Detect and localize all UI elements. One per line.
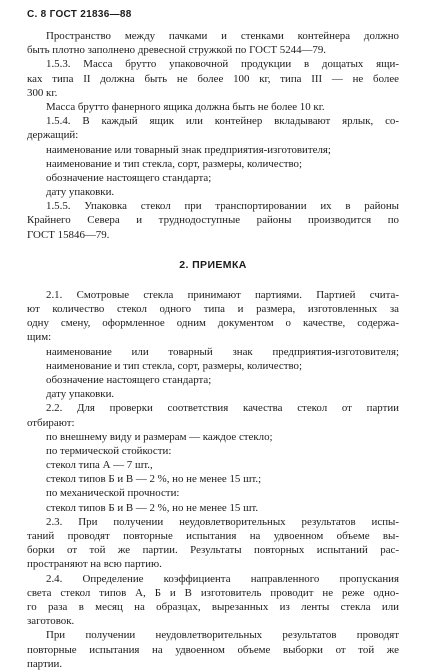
- text-line: света стекол типов А, Б и В изготовитель проводит не реже одно-: [27, 586, 399, 599]
- text-line: стекол типов Б и В — 2 %, но не менее 15 шт.;: [46, 473, 262, 486]
- text-line: 1.5.4. В каждый ящик или контейнер вкладывают ярлык, со-: [46, 115, 399, 128]
- text-line: держащий:: [27, 129, 79, 142]
- text-line: отбирают:: [27, 416, 75, 429]
- text-line: пространяют на всю партию.: [27, 558, 162, 571]
- text-line: обозначение настоящего стандарта;: [46, 373, 212, 386]
- text-line: 1.5.3. Масса брутто упаковочной продукции в дощатых ящи-: [46, 58, 399, 71]
- text-line: 300 кг.: [27, 86, 58, 99]
- text-line: по термической стойкости:: [46, 444, 172, 457]
- page-header: С. 8 ГОСТ 21836—88: [27, 9, 132, 20]
- text-line: обозначение настоящего стандарта;: [46, 171, 212, 184]
- text-line: наименование или товарный знак предприятия-изготовителя;: [46, 143, 331, 156]
- text-line: одну смену, оформленное одним документом о качестве, содержа-: [27, 317, 399, 330]
- text-line: наименование и тип стекла, сорт, размеры, количество;: [46, 157, 302, 170]
- text-line: Пространство между пачками и стенками контейнера должно: [46, 30, 399, 42]
- text-line: партии.: [27, 657, 63, 670]
- text-line: ют количество стекол одного типа и размера, изготовленных за: [27, 303, 399, 315]
- section-title: 2. ПРИЕМКА: [179, 258, 247, 271]
- text-line: повторные испытания на удвоенном объеме выборки от той же: [27, 643, 399, 656]
- text-line: наименование или товарный знак предприятия-изготовителя;: [46, 345, 399, 358]
- text-line: быть плотно заполнено древесной стружкой по ГОСТ 5244—79.: [27, 44, 327, 57]
- text-line: щим:: [27, 331, 52, 344]
- text-line: ГОСТ 15846—79.: [27, 228, 110, 241]
- text-line: При получении неудовлетворительных результатов проводят: [46, 629, 399, 642]
- text-line: по механической прочности:: [46, 487, 180, 500]
- text-line: борки от той же партии. Результаты повторных испытаний рас-: [27, 544, 399, 557]
- text-line: наименование и тип стекла, сорт, размеры, количество;: [46, 359, 302, 372]
- text-line: дату упаковки.: [46, 186, 115, 199]
- text-line: стекол типа А — 7 шт.,: [46, 459, 153, 472]
- text-line: заготовок.: [27, 615, 75, 628]
- text-line: дату упаковки.: [46, 388, 115, 401]
- text-line: Крайнего Севера и труднодоступные районы производится по: [27, 214, 399, 227]
- text-line: ках типа II должна быть не более 100 кг, типа III — не более: [27, 72, 399, 85]
- text-line: 2.3. При получении неудовлетворительных результатов испы-: [46, 515, 399, 528]
- text-line: Масса брутто фанерного ящика должна быть не более 10 кг.: [46, 100, 325, 113]
- document-body: [27, 29, 399, 671]
- text-line: 2.2. Для проверки соответствия качества стекол от партии: [46, 402, 399, 415]
- text-line: 2.1. Смотровые стекла принимают партиями. Партией счита-: [46, 288, 399, 301]
- text-line: го раза в месяц на образцах, вырезанных из ленты стекла или: [27, 600, 399, 613]
- text-line: таний проводят повторные испытания на удвоенном объеме вы-: [27, 530, 399, 542]
- text-line: 2.4. Определение коэффициента направленного пропускания: [46, 572, 399, 585]
- text-line: 1.5.5. Упаковка стекол при транспортировании их в районы: [46, 200, 399, 213]
- text-line: стекол типов Б и В — 2 %, но не менее 15 шт.: [46, 501, 259, 514]
- text-line: по внешнему виду и размерам — каждое стекло;: [46, 430, 273, 443]
